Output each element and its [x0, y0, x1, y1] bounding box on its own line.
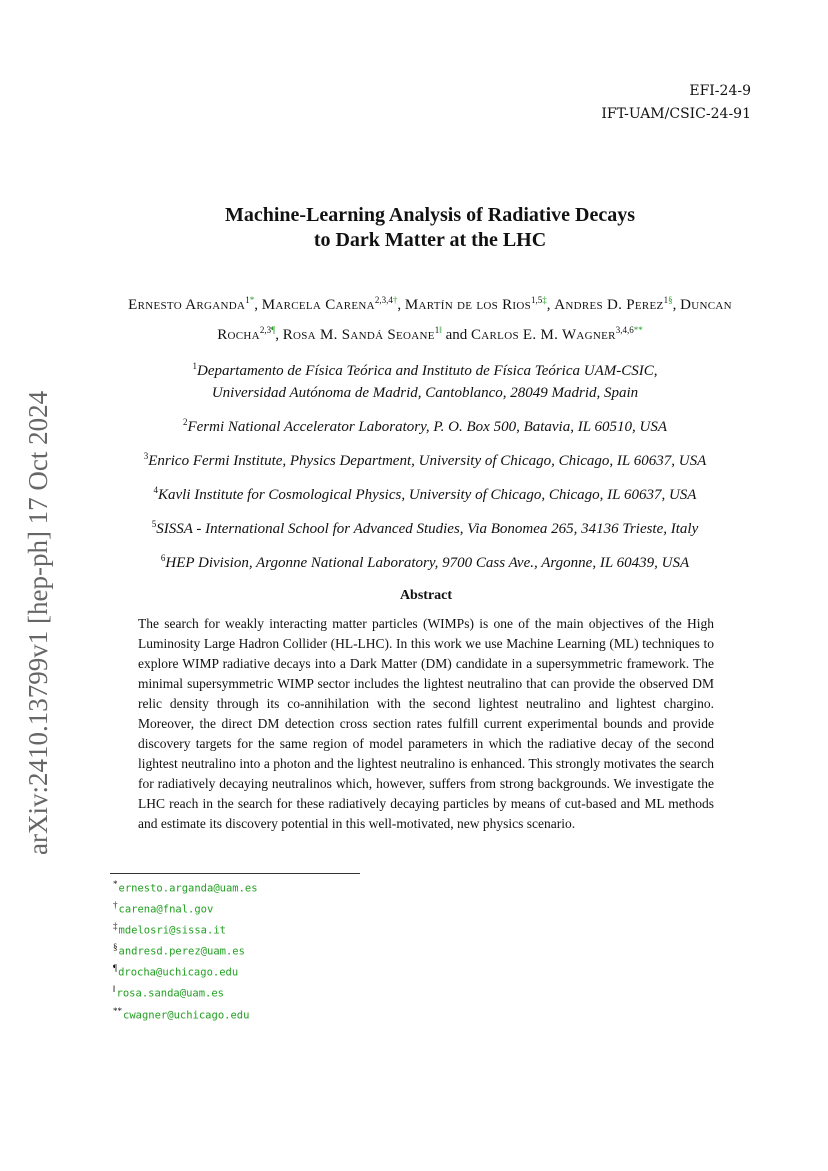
author: Ernesto Arganda$^{1*}$,: [128, 295, 262, 313]
affiliation: $^5$SISSA - International School for Advanced Studies, Via Bonomea 265, 34136 Trieste, Italy: [151, 519, 699, 537]
affiliation: $^4$Kavli Institute for Cosmological Physics, University of Chicago, Chicago, IL 60637, USA: [153, 485, 697, 503]
abstract-heading: Abstract: [399, 588, 453, 603]
author-footnote-link[interactable]: *: [249, 295, 255, 305]
title-line: to Dark Matter at the LHC: [313, 229, 547, 251]
author: Duncan Rocha$^{2,3\P}$,: [217, 297, 732, 343]
author-footnote-link[interactable]: ‖: [439, 325, 442, 335]
author: Rosa M. Sandá Seoane$^{1‖}$ and: [282, 325, 471, 343]
author-list: [100, 288, 760, 348]
footnote-email[interactable]: ¶drocha@uchicago.edu: [113, 963, 239, 979]
footnote-email[interactable]: §andresd.perez@uam.es: [113, 942, 245, 958]
title-line: Machine-Learning Analysis of Radiative Decays: [225, 204, 635, 226]
author: Marcela Carena$^{2,3,4\dagger}$,: [261, 295, 405, 313]
author-footnote-link[interactable]: ‡: [542, 295, 547, 305]
affiliation: $^6$HEP Division, Argonne National Laboratory, 9700 Cass Ave., Argonne, IL 60439, USA: [160, 553, 690, 571]
arxiv-sidebar-stamp: arXiv:2410.13799v1 [hep-ph] 17 Oct 2024: [23, 390, 53, 855]
author-footnote-link[interactable]: **: [633, 325, 643, 335]
footnote-email[interactable]: †carena@fnal.gov: [113, 900, 214, 916]
footnote-divider: [110, 873, 360, 874]
report-numbers: [601, 80, 751, 126]
footnote-email[interactable]: ‡mdelosri@sissa.it: [113, 921, 226, 937]
paper-title: [0, 203, 828, 253]
report-id: EFI-24-9: [689, 83, 751, 99]
affiliation: $^3$Enrico Fermi Institute, Physics Department, University of Chicago, Chicago, IL 60637, USA: [143, 451, 707, 469]
abstract-body: The search for weakly interacting matter particles (WIMPs) is one of the main objectives of the High Luminosity Large Hadron Collider (HL-LHC). In this work we use Machine Learning (ML) techniques to explore WIMP radiative decays into a Dark Matter (DM) candidate in a supersymmetric framework. The minimal supersymmetric WIMP sector includes the lightest neutralino that can provide the observed DM relic density through its co-annihilation with the second lightest neutralino and lightest chargino. Moreover, the direct DM detection cross section rates fulfill current experimental bounds and provide discovery targets for the same region of model parameters in which the radiative decay of the second lightest neutralino into a photon and the lightest neutralino is enhanced. This strongly motivates the search for radiatively decaying neutralinos which, however, suffers from strong backgrounds. We investigate the LHC reach in the search for these radiatively decaying particles by means of cut-based and ML methods and estimate its discovery potential in this well-motivated, new physics scenario.: [138, 616, 714, 831]
affiliation: $^2$Fermi National Accelerator Laboratory, P. O. Box 500, Batavia, IL 60510, USA: [182, 417, 668, 435]
affiliations: [80, 355, 770, 581]
author-footnote-link[interactable]: §: [668, 295, 673, 305]
footnote-email[interactable]: ‖rosa.sanda@uam.es: [113, 984, 224, 1000]
author-footnote-link[interactable]: ¶: [271, 325, 276, 335]
author: Carlos E. M. Wagner$^{3,4,6**}$: [471, 325, 643, 343]
author-footnote-link[interactable]: †: [392, 295, 398, 305]
author: Martín de los Rios$^{1,5\ddagger}$,: [404, 295, 555, 313]
report-id: IFT-UAM/CSIC-24-91: [601, 106, 751, 122]
affiliation: $^1$Departamento de Física Teórica and Instituto de Física Teórica UAM-CSIC, Universidad Autónoma de Madrid, Cantoblanco, 28049 Madrid, Spain: [192, 361, 658, 401]
footnote-email[interactable]: *ernesto.arganda@uam.es: [113, 879, 258, 895]
author: Andres D. Perez$^{1\S}$,: [554, 295, 681, 313]
footnote-email[interactable]: **cwagner@uchicago.edu: [113, 1005, 250, 1022]
footnotes: [113, 876, 258, 1024]
